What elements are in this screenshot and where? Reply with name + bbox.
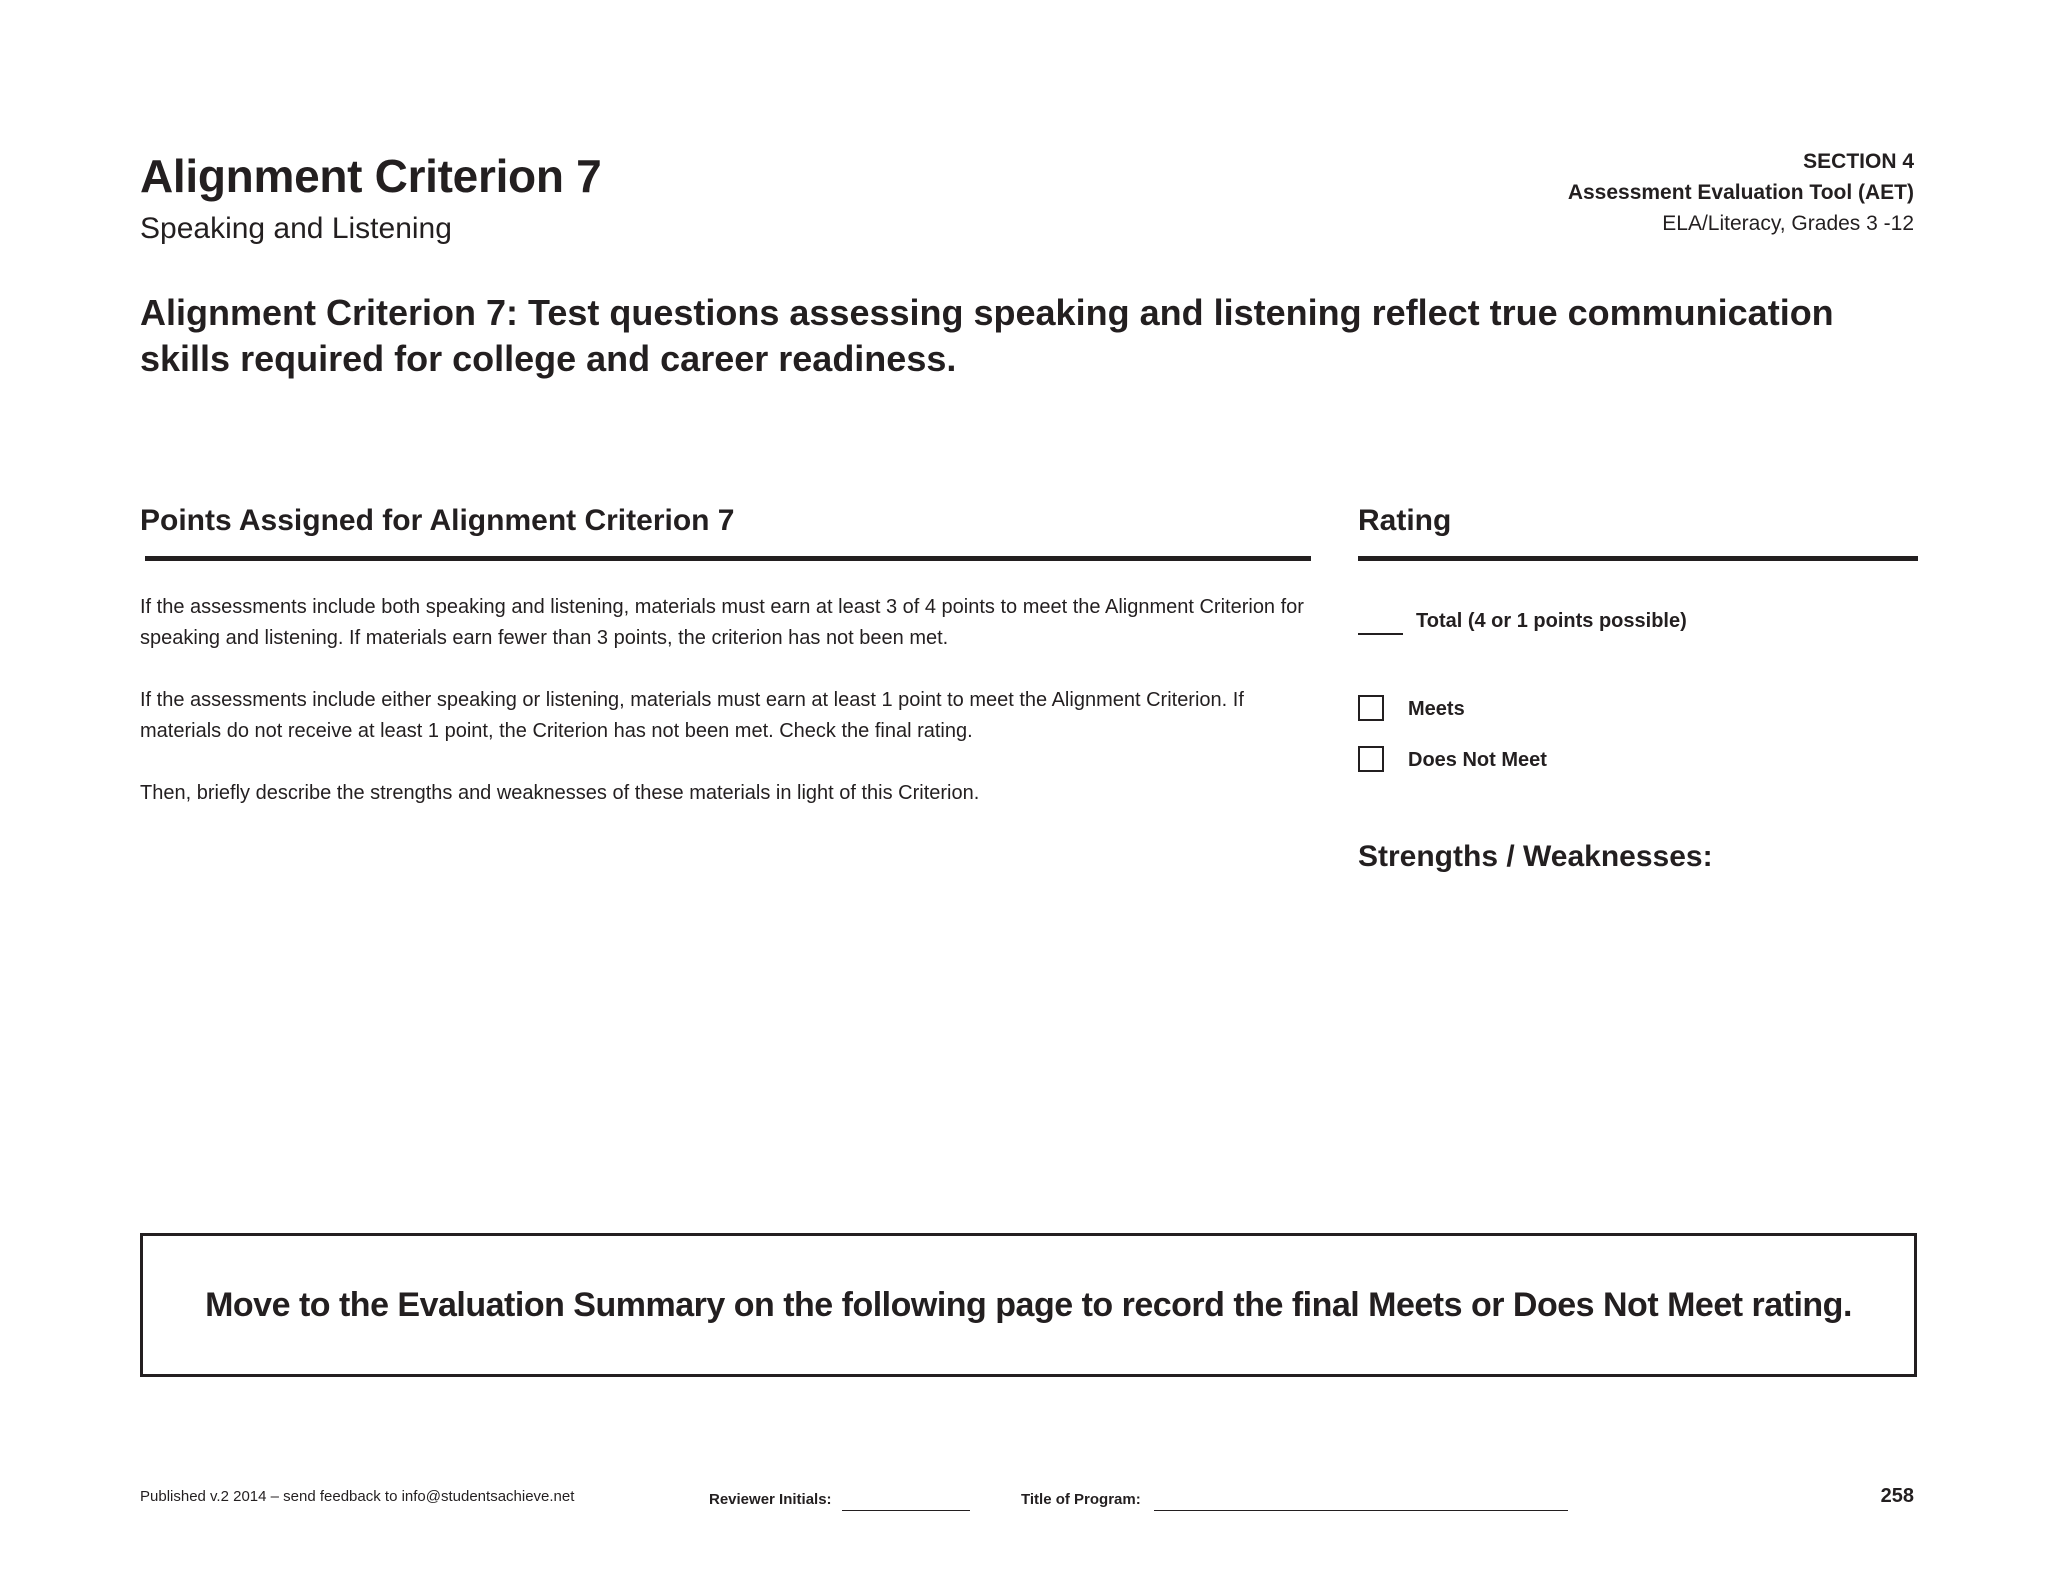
move-notice-box (140, 1233, 1917, 1377)
total-points-label: Total (4 or 1 points possible) (1416, 610, 1687, 632)
page-subtitle: Speaking and Listening (140, 212, 452, 245)
section-info (1568, 146, 1914, 239)
points-paragraph-2: If the assessments include either speaking or listening, materials must earn at least 1 point to meet the Alignment Criterion. If materials do not receive at least 1 point, the Criterion has not been met. Check the final rating. (140, 689, 1244, 742)
does-not-meet-label: Does Not Meet (1408, 749, 1547, 771)
section-label: SECTION 4 (1803, 150, 1914, 173)
rating-heading: Rating (1358, 504, 1452, 537)
page-title: Alignment Criterion 7 (140, 150, 602, 202)
page-number: 258 (1880, 1485, 1914, 1507)
reviewer-initials-label: Reviewer Initials: (709, 1491, 832, 1508)
meets-label: Meets (1408, 698, 1465, 720)
points-paragraph-1: If the assessments include both speaking and listening, materials must earn at least 3 of 4 points to meet the Alignment Criterion for speaking and listening. If materials earn fewer than 3 points, the criterion has not been met. (140, 596, 1304, 649)
program-title-label: Title of Program: (1021, 1491, 1141, 1508)
does-not-meet-checkbox[interactable] (1358, 746, 1384, 772)
footer-published: Published v.2 2014 – send feedback to info@studentsachieve.net (140, 1488, 575, 1505)
total-points-blank[interactable] (1358, 633, 1403, 635)
points-divider (145, 556, 1311, 561)
tool-label: Assessment Evaluation Tool (AET) (1567, 181, 1914, 204)
move-notice-text: Move to the Evaluation Summary on the following page to record the final Meets or Does Not Meet rating. (205, 1285, 1852, 1324)
meets-checkbox[interactable] (1358, 695, 1384, 721)
points-paragraph-3: Then, briefly describe the strengths and weaknesses of these materials in light of this Criterion. (140, 782, 980, 804)
points-heading: Points Assigned for Alignment Criterion 7 (140, 504, 735, 537)
strengths-weaknesses-heading: Strengths / Weaknesses: (1358, 840, 1713, 873)
rating-divider (1358, 556, 1918, 561)
criterion-statement: Alignment Criterion 7: Test questions assessing speaking and listening reflect true communication skills required for college and career readiness. (140, 292, 1834, 379)
reviewer-initials-field[interactable] (842, 1510, 970, 1511)
program-title-field[interactable] (1154, 1510, 1568, 1511)
grades-label: ELA/Literacy, Grades 3 -12 (1662, 212, 1914, 235)
